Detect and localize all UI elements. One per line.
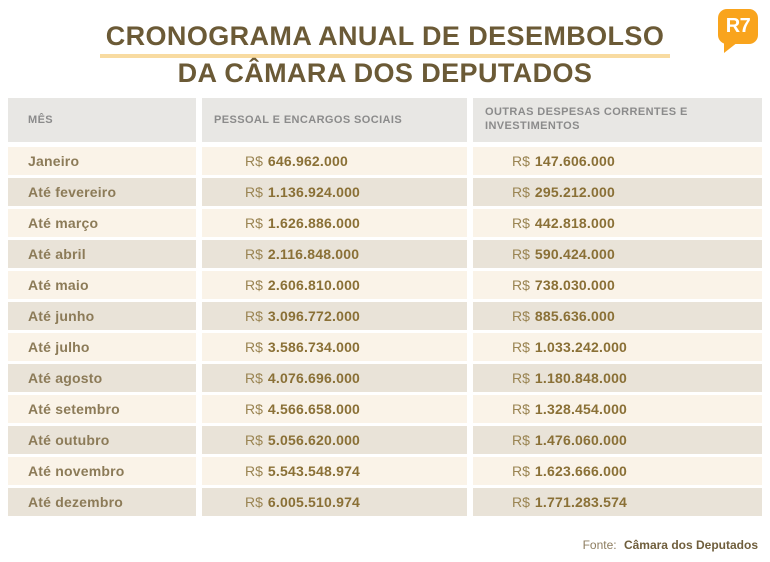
page-title-line1: CRONOGRAMA ANUAL DE DESEMBOLSO [100,22,671,58]
table-row [8,178,762,206]
column-header-pessoal [202,98,467,142]
pessoal-value: 6.005.510.974 [267,494,361,510]
pessoal-value-cell [202,364,467,392]
disbursement-table [8,98,762,516]
pessoal-value: 646.962.000 [267,153,348,169]
table-row [8,488,762,516]
outras-value: 590.424.000 [534,246,615,262]
outras-value-cell [473,302,762,330]
currency-prefix: R$ [512,153,530,169]
currency-prefix: R$ [512,401,530,417]
currency-prefix: R$ [512,432,530,448]
currency-prefix: R$ [245,370,263,386]
column-header-outras-label: OUTRAS DESPESAS CORRENTES E INVESTIMENTOS [485,106,688,132]
month-cell: Até novembro [8,457,196,485]
r7-logo-text: R7 [725,15,751,37]
table-row [8,333,762,361]
column-header-mes [8,98,196,142]
table-header-row [8,98,762,142]
table-row [8,271,762,299]
column-header-pessoal-label: PESSOAL E ENCARGOS SOCIAIS [214,114,403,126]
outras-value: 1.476.060.000 [534,432,628,448]
pessoal-value-cell [202,271,467,299]
month-cell: Até setembro [8,395,196,423]
outras-value-cell [473,364,762,392]
month-cell: Até dezembro [8,488,196,516]
currency-prefix: R$ [245,463,263,479]
outras-value-cell [473,488,762,516]
page-title-line2: DA CÂMARA DOS DEPUTADOS [177,57,593,88]
outras-value-cell [473,240,762,268]
r7-logo [718,9,758,44]
pessoal-value: 5.543.548.974 [267,463,361,479]
pessoal-value-cell [202,488,467,516]
currency-prefix: R$ [512,246,530,262]
source-label: Fonte: [582,538,617,552]
pessoal-value-cell [202,178,467,206]
source-note [583,538,758,552]
pessoal-value-cell [202,209,467,237]
currency-prefix: R$ [512,494,530,510]
currency-prefix: R$ [245,401,263,417]
source-value: Câmara dos Deputados [623,538,758,552]
outras-value: 1.328.454.000 [534,401,628,417]
pessoal-value-cell [202,395,467,423]
currency-prefix: R$ [245,432,263,448]
outras-value-cell [473,271,762,299]
pessoal-value-cell [202,302,467,330]
outras-value: 442.818.000 [534,215,615,231]
outras-value: 885.636.000 [534,308,615,324]
outras-value: 295.212.000 [534,184,615,200]
pessoal-value: 5.056.620.000 [267,432,361,448]
table-row [8,302,762,330]
pessoal-value: 4.566.658.000 [267,401,361,417]
pessoal-value-cell [202,426,467,454]
table-row [8,147,762,175]
currency-prefix: R$ [512,184,530,200]
pessoal-value: 3.586.734.000 [267,339,361,355]
pessoal-value: 1.626.886.000 [267,215,361,231]
pessoal-value-cell [202,457,467,485]
currency-prefix: R$ [245,246,263,262]
table-row [8,364,762,392]
month-cell: Até outubro [8,426,196,454]
month-cell: Janeiro [8,147,196,175]
column-header-outras [473,98,762,142]
currency-prefix: R$ [512,463,530,479]
column-header-mes-label: MÊS [28,114,54,126]
outras-value: 147.606.000 [534,153,615,169]
pessoal-value-cell [202,240,467,268]
month-cell: Até abril [8,240,196,268]
table-body [8,147,762,516]
page-title [0,0,770,88]
month-cell: Até junho [8,302,196,330]
outras-value-cell [473,147,762,175]
currency-prefix: R$ [512,277,530,293]
table-row [8,426,762,454]
outras-value-cell [473,426,762,454]
pessoal-value-cell [202,147,467,175]
table-row [8,209,762,237]
pessoal-value: 4.076.696.000 [267,370,361,386]
table-row [8,240,762,268]
outras-value: 1.180.848.000 [534,370,628,386]
month-cell: Até maio [8,271,196,299]
table-row [8,457,762,485]
currency-prefix: R$ [512,308,530,324]
currency-prefix: R$ [245,153,263,169]
pessoal-value: 1.136.924.000 [267,184,361,200]
currency-prefix: R$ [512,215,530,231]
month-cell: Até julho [8,333,196,361]
month-cell: Até fevereiro [8,178,196,206]
pessoal-value: 2.606.810.000 [267,277,361,293]
outras-value: 1.771.283.574 [534,494,628,510]
pessoal-value: 2.116.848.000 [267,246,360,262]
currency-prefix: R$ [245,184,263,200]
currency-prefix: R$ [245,494,263,510]
currency-prefix: R$ [245,308,263,324]
outras-value: 1.033.242.000 [534,339,628,355]
currency-prefix: R$ [245,215,263,231]
outras-value-cell [473,395,762,423]
currency-prefix: R$ [245,339,263,355]
currency-prefix: R$ [512,339,530,355]
outras-value: 1.623.666.000 [534,463,628,479]
currency-prefix: R$ [512,370,530,386]
outras-value-cell [473,333,762,361]
currency-prefix: R$ [245,277,263,293]
outras-value-cell [473,209,762,237]
outras-value: 738.030.000 [534,277,615,293]
month-cell: Até agosto [8,364,196,392]
outras-value-cell [473,178,762,206]
outras-value-cell [473,457,762,485]
table-row [8,395,762,423]
pessoal-value-cell [202,333,467,361]
pessoal-value: 3.096.772.000 [267,308,361,324]
month-cell: Até março [8,209,196,237]
